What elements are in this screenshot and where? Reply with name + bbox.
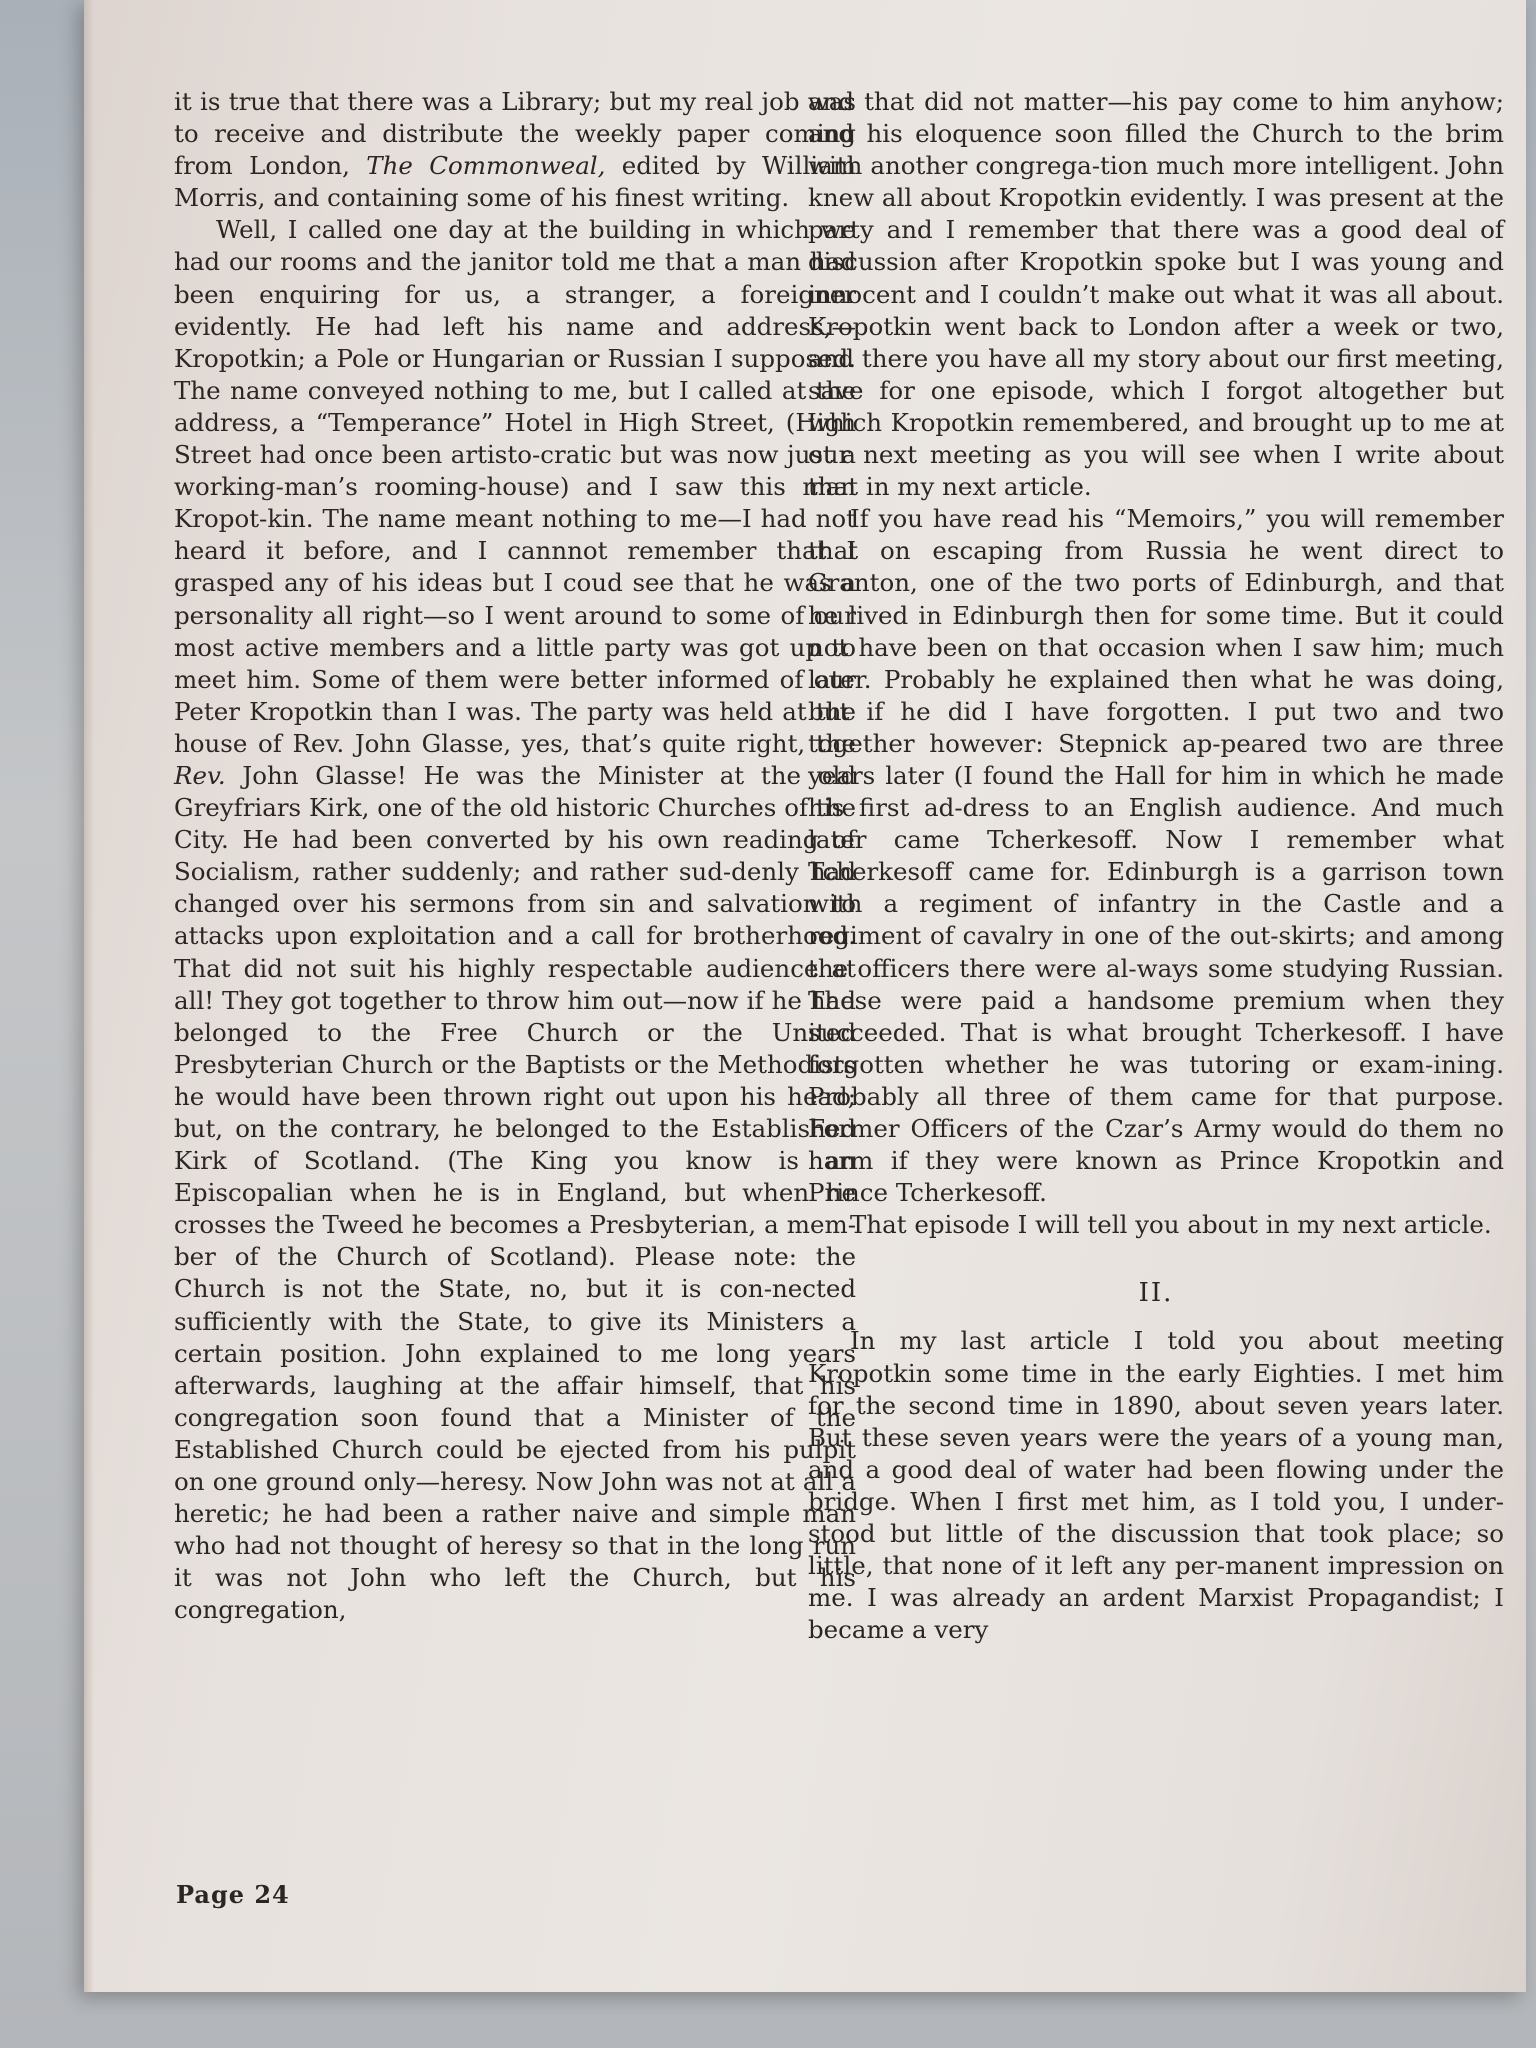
section-heading: II. <box>1138 1278 1174 1309</box>
page-edge-shadow <box>84 0 94 1992</box>
paragraph-second-meeting: In my last article I told you about meeting Kropotkin some time in the early Eighties. I met him for the second time in 1890, about seven years later. But these seven years were the years of a young man, and a good deal of water had been flowing under the bridge. When I first met him, as I told you, I under-stood but little of the discussion that took place; so little, that none of it left any per-manent impression on me. I was already an ardent Marxist Propagandist; I became a very <box>808 1326 1504 1645</box>
publication-title: The Commonweal, <box>366 151 606 181</box>
left-text-column <box>174 86 856 1627</box>
paragraph-text: Well, I called one day at the building in which we had our rooms and the janitor told me that a man had been enquiring for us, a stranger, a foreigner evidently. He had left his name and address,—Kropotkin; a Pole or Hungarian or Russian I supposed. The name conveyed nothing to me, but I called at the address, a “Temperance” Hotel in High Street, (High Street had once been artisto-cratic but was now just a working-man’s rooming-house) and I saw this man Kropot-kin. The name meant nothing to me—I had not heard it before, and I cannnot remember that I grasped any of his ideas but I coud see that he was a personality all right—so I went around to some of our most active members and a little party was got up to meet him. Some of them were better informed of our Peter Kropotkin than I was. The party was held at the house of Rev. John Glasse, yes, that’s quite right, the <box>174 215 856 758</box>
paragraph-congregation: and that did not matter—his pay come to him anyhow; and his eloquence soon filled the Church to the brim with another congrega-tion much more intelligent. John knew all about Kropotkin evidently. I was present at the party and I remember that there was a good deal of discussion after Kropotkin spoke but I was young and innocent and I couldn’t make out what it was all about. Kropotkin went back to London after a week or two, and there you have all my story about our first meeting, save for one episode, which I forgot altogether but which Kropotkin remembered, and brought up to me at our next meeting as you will see when I write about that in my next article. <box>808 87 1504 502</box>
paragraph-text: it is true that there was a Library; but my real job was to receive and distribute the weekly paper coming from London, <box>174 87 856 181</box>
paragraph-memoirs: If you have read his “Memoirs,” you will remember that on escaping from Russia he went direct to Granton, one of the two ports of Edinburgh, and that he lived in Edinburgh then for some time. But it could not have been on that occasion when I saw him; much later. Probably he explained then what he was doing, but if he did I have forgotten. I put two and two together however: Stepnick ap-peared two are three years later (I found the Hall for him in which he made his first ad-dress to an English audience. And much later came Tcherkesoff. Now I remember what Tcherkesoff came for. Edinburgh is a garrison town with a regiment of infantry in the Castle and a regiment of cavalry in one of the out-skirts; and among the officers there were al-ways some studying Russian. These were paid a handsome premium when they succeeded. That is what brought Tcherkesoff. I have forgotten whether he was tutoring or exam-ining. Probably all three of them came for that purpose. Former Officers of the Czar’s Army would do them no harm if they were known as Prince Kropotkin and Prince Tcherkesoff. <box>808 504 1504 1208</box>
paragraph-text: edited by William Morris, and containing some of his finest writing. <box>174 151 856 213</box>
page-number: Page 24 <box>176 1880 290 1909</box>
paragraph-text: John Glasse! He was the Minister at the old Greyfriars Kirk, one of the old historic Churches of the City. He had been converted by his own reading of Socialism, rather suddenly; and rather sud-denly had changed over his sermons from sin and salvation to attacks upon exploitation and a call for brotherhood. That did not suit his highly respectable audience at all! They got together to throw him out—now if he had belonged to the Free Church or the United Presbyterian Church or the Baptists or the Methodists he would have been thrown right out upon his head; but, on the contrary, he belonged to the Established Kirk of Scotland. (The King you know is an Episcopalian when he is in England, but when he crosses the Tweed he becomes a Presbyterian, a mem-ber of the Church of Scotland). Please note: the Church is not the State, no, but it is con-nected sufficiently with the State, to give its Ministers a certain position. John explained to me long years afterwards, laughing at the affair himself, that his congregation soon found that a Minister of the Established Church could be ejected from his pulpit on one ground only—heresy. Now John was not at all a heretic; he had been a rather naive and simple man who had not thought of heresy so that in the long run it was not John who left the Church, but his congregation, <box>174 760 856 1625</box>
emphasis-rev: Rev. <box>174 760 226 790</box>
right-text-column <box>808 86 1504 1646</box>
paragraph-kropotkin-visit <box>174 214 856 1626</box>
paragraph-episode: That episode I will tell you about in my next article. <box>850 1210 1492 1240</box>
paragraph-commonweal <box>174 86 856 214</box>
magazine-page <box>84 0 1526 1992</box>
